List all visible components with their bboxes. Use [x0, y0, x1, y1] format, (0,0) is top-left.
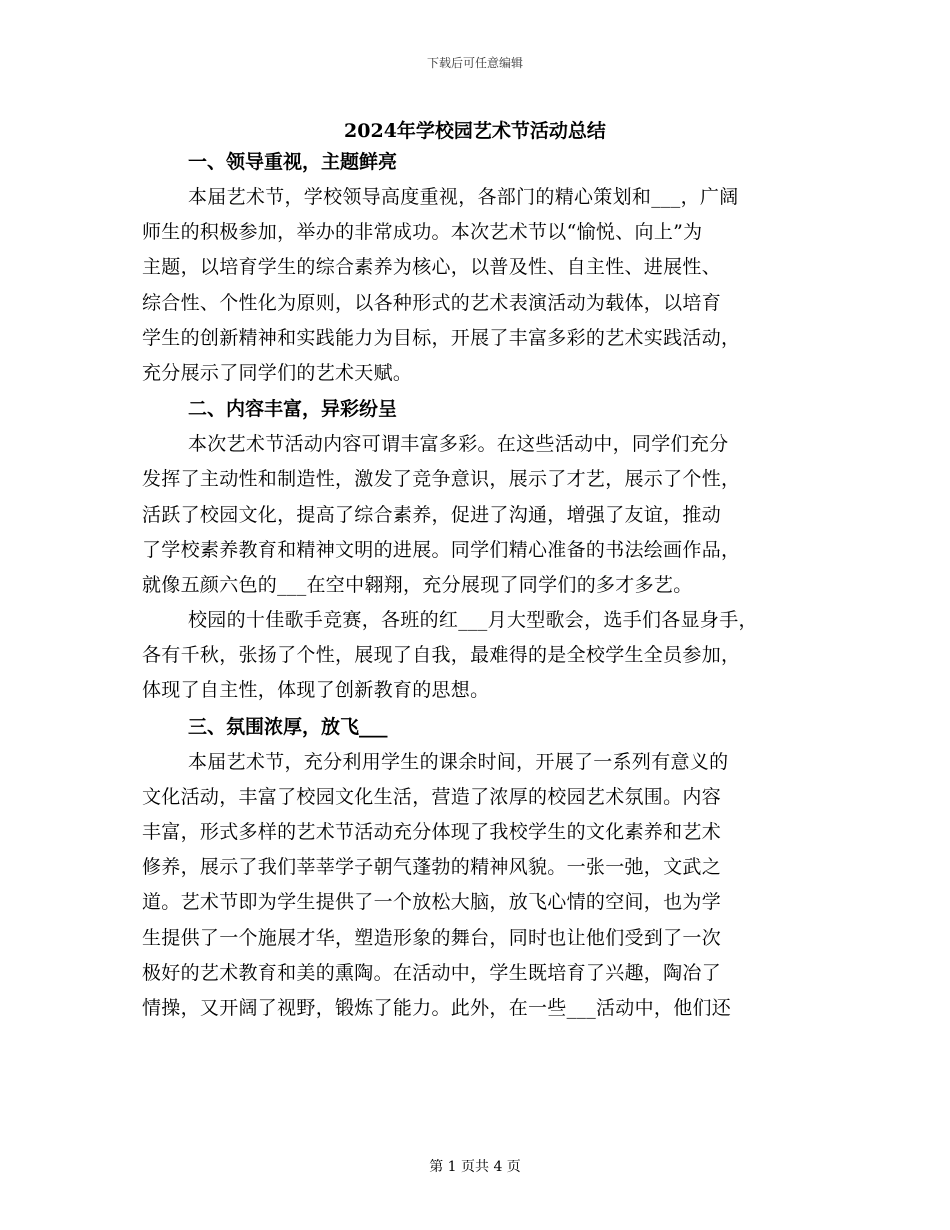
text-line: 师生的积极参加，举办的非常成功。本次艺术节以“愉悦、向上”为: [142, 221, 703, 244]
text-line: 极好的艺术教育和美的熏陶。在活动中，学生既培育了兴趣，陶冶了: [142, 961, 722, 984]
section-2-paragraph-2: [142, 603, 832, 709]
section-3-paragraph-1: [142, 745, 832, 1027]
page-footer: 第 1 页共 4 页: [429, 1159, 521, 1175]
text-line: 情操，又开阔了视野，锻炼了能力。此外，在一些___活动中，他们还: [142, 996, 732, 1019]
text-line: 修养，展示了我们莘莘学子朝气蓬勃的精神风貌。一张一弛，文武之: [142, 856, 722, 879]
text-line: 生提供了一个施展才华，塑造形象的舞台，同时也让他们受到了一次: [142, 926, 722, 949]
text-line: 了学校素养教育和精神文明的进展。同学们精心准备的书法绘画作品，: [142, 538, 741, 561]
text-line: 就像五颜六色的___在空中翱翔，充分展现了同学们的多才多艺。: [142, 573, 693, 596]
text-line: 文化活动，丰富了校园文化生活，营造了浓厚的校园艺术氛围。内容: [142, 785, 722, 808]
section-2-paragraph-1: [142, 427, 832, 603]
text-line: 学生的创新精神和实践能力为目标，开展了丰富多彩的艺术实践活动，: [142, 326, 741, 349]
text-line: 校园的十佳歌手竞赛，各班的红___月大型歌会，选手们各显身手，: [188, 609, 758, 632]
section-heading-2: 二、内容丰富，异彩纷呈: [188, 398, 398, 421]
section-heading-3: 三、氛围浓厚，放飞___: [188, 715, 388, 738]
text-line: 体现了自主性，体现了创新教育的思想。: [142, 679, 490, 702]
document-body: [142, 144, 832, 1026]
section-1-paragraph-1: [142, 180, 832, 391]
text-line: 本届艺术节，学校领导高度重视，各部门的精心策划和___，广阔: [188, 186, 739, 208]
text-line: 综合性、个性化为原则，以各种形式的艺术表演活动为载体，以培育: [142, 291, 722, 314]
text-line: 各有千秋，张扬了个性，展现了自我，最难得的是全校学生全员参加，: [142, 644, 741, 667]
text-line: 丰富，形式多样的艺术节活动充分体现了我校学生的文化素养和艺术: [142, 821, 722, 843]
section-heading-1: 一、领导重视，主题鲜亮: [188, 151, 398, 173]
document-title: 2024年学校园艺术节活动总结: [344, 120, 606, 142]
text-line: 道。艺术节即为学生提供了一个放松大脑，放飞心情的空间，也为学: [142, 891, 722, 914]
text-line: 主题，以培育学生的综合素养为核心，以普及性、自主性、进展性、: [142, 256, 722, 279]
text-line: 本次艺术节活动内容可谓丰富多彩。在这些活动中，同学们充分: [188, 433, 729, 456]
text-line: 本届艺术节，充分利用学生的课余时间，开展了一系列有意义的: [188, 750, 729, 773]
header-note: 下载后可任意编辑: [426, 56, 523, 70]
text-line: 活跃了校园文化，提高了综合素养，促进了沟通，增强了友谊，推动: [142, 503, 722, 526]
text-line: 发挥了主动性和制造性，激发了竞争意识，展示了才艺，展示了个性，: [142, 468, 741, 491]
text-line: 充分展示了同学们的艺术天赋。: [142, 361, 413, 384]
